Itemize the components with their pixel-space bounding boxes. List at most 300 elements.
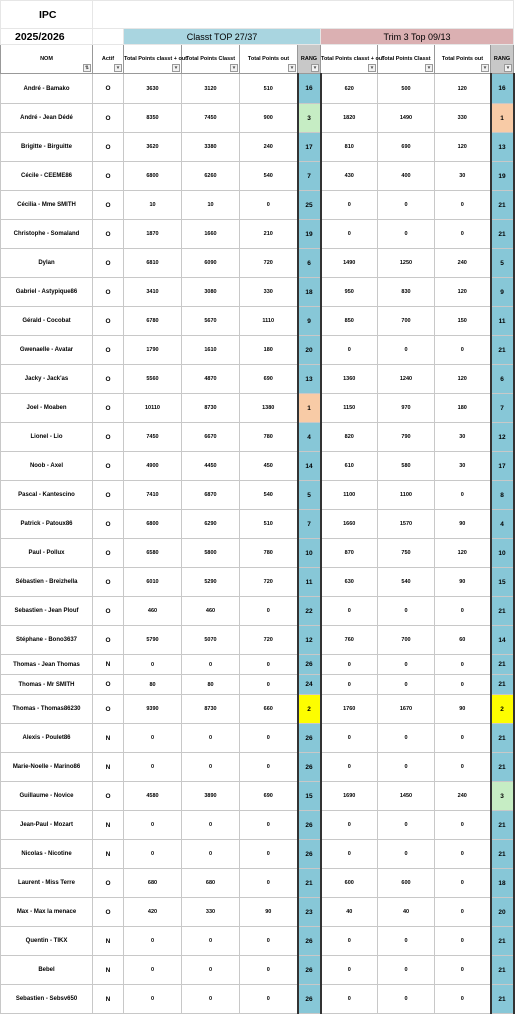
rank-cell[interactable]: 26 <box>298 753 321 782</box>
rank-cell[interactable]: 17 <box>298 133 321 162</box>
rank-cell[interactable]: 5 <box>298 481 321 510</box>
trim-total-out-cell[interactable]: 0 <box>435 898 491 927</box>
trim-total-classt-cell[interactable]: 1670 <box>378 695 435 724</box>
player-name-cell[interactable]: Gwenaelle - Avatar <box>1 336 93 365</box>
rank-cell[interactable]: 25 <box>298 191 321 220</box>
trim-total-classt-out-cell[interactable]: 0 <box>321 840 378 869</box>
player-name-cell[interactable]: Bebel <box>1 956 93 985</box>
active-flag-cell[interactable]: O <box>93 104 124 133</box>
dropdown-arrow-icon[interactable]: ▾ <box>481 64 489 72</box>
player-name-cell[interactable]: Gérald - Cocobat <box>1 307 93 336</box>
trim-total-classt-cell[interactable]: 970 <box>378 394 435 423</box>
trim-total-classt-cell[interactable]: 1450 <box>378 782 435 811</box>
active-flag-cell[interactable]: O <box>93 539 124 568</box>
trim-total-classt-out-cell[interactable]: 0 <box>321 336 378 365</box>
total-out-cell[interactable]: 0 <box>240 655 298 675</box>
rank-cell[interactable]: 2 <box>298 695 321 724</box>
trim-total-out-cell[interactable]: 120 <box>435 133 491 162</box>
total-classt-cell[interactable]: 6290 <box>182 510 240 539</box>
active-flag-cell[interactable]: O <box>93 74 124 104</box>
player-name-cell[interactable]: Lionel - Lio <box>1 423 93 452</box>
trim-total-classt-out-cell[interactable]: 600 <box>321 869 378 898</box>
trim-total-out-cell[interactable]: 90 <box>435 695 491 724</box>
total-classt-cell[interactable]: 80 <box>182 675 240 695</box>
trim-total-classt-cell[interactable]: 1490 <box>378 104 435 133</box>
trim-total-classt-out-cell[interactable]: 1660 <box>321 510 378 539</box>
trim-rank-cell[interactable]: 3 <box>491 782 514 811</box>
total-out-cell[interactable]: 690 <box>240 365 298 394</box>
trim-total-classt-out-cell[interactable]: 0 <box>321 191 378 220</box>
trim-rank-cell[interactable]: 9 <box>491 278 514 307</box>
trim-total-out-cell[interactable]: 0 <box>435 753 491 782</box>
trim-rank-cell[interactable]: 21 <box>491 724 514 753</box>
trim-total-classt-cell[interactable]: 0 <box>378 753 435 782</box>
trim-total-classt-out-cell[interactable]: 0 <box>321 927 378 956</box>
trim-total-out-cell[interactable]: 0 <box>435 336 491 365</box>
total-classt-cell[interactable]: 0 <box>182 927 240 956</box>
trim-total-classt-out-cell[interactable]: 870 <box>321 539 378 568</box>
trim-total-classt-cell[interactable]: 750 <box>378 539 435 568</box>
player-name-cell[interactable]: Sebastien - Jean Plouf <box>1 597 93 626</box>
active-flag-cell[interactable]: O <box>93 394 124 423</box>
rank-cell[interactable]: 18 <box>298 278 321 307</box>
total-classt-out-cell[interactable]: 3630 <box>124 74 182 104</box>
trim-total-classt-out-cell[interactable]: 1100 <box>321 481 378 510</box>
trim-rank-cell[interactable]: 17 <box>491 452 514 481</box>
trim-total-out-cell[interactable]: 30 <box>435 452 491 481</box>
trim-total-out-cell[interactable]: 90 <box>435 510 491 539</box>
active-flag-cell[interactable]: O <box>93 626 124 655</box>
dropdown-arrow-icon[interactable]: ▾ <box>504 64 512 72</box>
trim-rank-cell[interactable]: 21 <box>491 655 514 675</box>
trim-total-out-cell[interactable]: 90 <box>435 568 491 597</box>
dropdown-arrow-icon[interactable]: ▾ <box>425 64 433 72</box>
player-name-cell[interactable]: Christophe - Somaland <box>1 220 93 249</box>
active-flag-cell[interactable]: O <box>93 481 124 510</box>
rank-cell[interactable]: 13 <box>298 365 321 394</box>
total-classt-cell[interactable]: 5800 <box>182 539 240 568</box>
total-classt-out-cell[interactable]: 1870 <box>124 220 182 249</box>
player-name-cell[interactable]: Pascal - Kantescino <box>1 481 93 510</box>
trim-total-out-cell[interactable]: 0 <box>435 597 491 626</box>
rank-cell[interactable]: 26 <box>298 811 321 840</box>
total-classt-out-cell[interactable]: 6780 <box>124 307 182 336</box>
total-out-cell[interactable]: 690 <box>240 782 298 811</box>
total-out-cell[interactable]: 540 <box>240 162 298 191</box>
trim-total-classt-out-cell[interactable]: 0 <box>321 724 378 753</box>
total-out-cell[interactable]: 780 <box>240 423 298 452</box>
total-classt-cell[interactable]: 4450 <box>182 452 240 481</box>
total-classt-out-cell[interactable]: 460 <box>124 597 182 626</box>
player-name-cell[interactable]: Jean-Paul - Mozart <box>1 811 93 840</box>
active-flag-cell[interactable]: O <box>93 365 124 394</box>
trim-total-classt-cell[interactable]: 0 <box>378 724 435 753</box>
rank-cell[interactable]: 11 <box>298 568 321 597</box>
trim-total-classt-cell[interactable]: 830 <box>378 278 435 307</box>
active-flag-cell[interactable]: N <box>93 811 124 840</box>
active-flag-cell[interactable]: O <box>93 133 124 162</box>
rank-cell[interactable]: 26 <box>298 840 321 869</box>
total-classt-out-cell[interactable]: 0 <box>124 724 182 753</box>
player-name-cell[interactable]: Thomas - Jean Thomas <box>1 655 93 675</box>
active-flag-cell[interactable]: O <box>93 278 124 307</box>
trim-rank-cell[interactable]: 1 <box>491 104 514 133</box>
rank-cell[interactable]: 1 <box>298 394 321 423</box>
total-classt-out-cell[interactable]: 0 <box>124 753 182 782</box>
total-classt-out-cell[interactable]: 0 <box>124 956 182 985</box>
player-name-cell[interactable]: Stéphane - Bono3637 <box>1 626 93 655</box>
player-name-cell[interactable]: Laurent - Miss Terre <box>1 869 93 898</box>
player-name-cell[interactable]: Marie-Noelle - Marino86 <box>1 753 93 782</box>
active-flag-cell[interactable]: O <box>93 782 124 811</box>
rank-cell[interactable]: 19 <box>298 220 321 249</box>
total-classt-out-cell[interactable]: 9390 <box>124 695 182 724</box>
trim-total-out-cell[interactable]: 120 <box>435 278 491 307</box>
player-name-cell[interactable]: Jacky - Jack'as <box>1 365 93 394</box>
trim-total-out-cell[interactable]: 0 <box>435 927 491 956</box>
trim-total-classt-out-cell[interactable]: 0 <box>321 597 378 626</box>
total-out-cell[interactable]: 90 <box>240 898 298 927</box>
rank-cell[interactable]: 20 <box>298 336 321 365</box>
total-out-cell[interactable]: 0 <box>240 191 298 220</box>
trim-total-classt-out-cell[interactable]: 810 <box>321 133 378 162</box>
trim-total-classt-cell[interactable]: 0 <box>378 597 435 626</box>
total-classt-out-cell[interactable]: 7450 <box>124 423 182 452</box>
col-header-trim-rang[interactable]: RANG ▾ <box>491 45 514 74</box>
total-out-cell[interactable]: 450 <box>240 452 298 481</box>
total-classt-cell[interactable]: 4870 <box>182 365 240 394</box>
player-name-cell[interactable]: André - Jean Dédé <box>1 104 93 133</box>
trim-rank-cell[interactable]: 18 <box>491 869 514 898</box>
trim-total-out-cell[interactable]: 0 <box>435 869 491 898</box>
trim-total-out-cell[interactable]: 240 <box>435 782 491 811</box>
trim-rank-cell[interactable]: 19 <box>491 162 514 191</box>
total-out-cell[interactable]: 720 <box>240 568 298 597</box>
total-classt-cell[interactable]: 0 <box>182 840 240 869</box>
active-flag-cell[interactable]: N <box>93 840 124 869</box>
col-header-total-classt[interactable]: Total Points Classt ▾ <box>182 45 240 74</box>
trim-rank-cell[interactable]: 2 <box>491 695 514 724</box>
trim-rank-cell[interactable]: 13 <box>491 133 514 162</box>
trim-total-classt-out-cell[interactable]: 1360 <box>321 365 378 394</box>
rank-cell[interactable]: 21 <box>298 869 321 898</box>
trim-rank-cell[interactable]: 21 <box>491 840 514 869</box>
total-classt-out-cell[interactable]: 1790 <box>124 336 182 365</box>
rank-cell[interactable]: 7 <box>298 510 321 539</box>
rank-cell[interactable]: 3 <box>298 104 321 133</box>
trim-total-out-cell[interactable]: 0 <box>435 655 491 675</box>
sort-filter-icon[interactable]: ⇅ <box>84 65 90 71</box>
rank-cell[interactable]: 16 <box>298 74 321 104</box>
dropdown-arrow-icon[interactable]: ▾ <box>368 64 376 72</box>
total-classt-out-cell[interactable]: 680 <box>124 869 182 898</box>
active-flag-cell[interactable]: O <box>93 162 124 191</box>
trim-total-classt-cell[interactable]: 690 <box>378 133 435 162</box>
trim-total-classt-cell[interactable]: 0 <box>378 191 435 220</box>
active-flag-cell[interactable]: O <box>93 191 124 220</box>
total-out-cell[interactable]: 1380 <box>240 394 298 423</box>
active-flag-cell[interactable]: N <box>93 985 124 1014</box>
total-out-cell[interactable]: 540 <box>240 481 298 510</box>
trim-total-classt-out-cell[interactable]: 0 <box>321 956 378 985</box>
total-out-cell[interactable]: 0 <box>240 927 298 956</box>
trim-total-classt-cell[interactable]: 0 <box>378 675 435 695</box>
total-classt-out-cell[interactable]: 0 <box>124 655 182 675</box>
trim-rank-cell[interactable]: 4 <box>491 510 514 539</box>
trim-rank-cell[interactable]: 21 <box>491 597 514 626</box>
total-classt-cell[interactable]: 460 <box>182 597 240 626</box>
trim-total-classt-out-cell[interactable]: 610 <box>321 452 378 481</box>
total-out-cell[interactable]: 210 <box>240 220 298 249</box>
total-classt-cell[interactable]: 10 <box>182 191 240 220</box>
trim-total-classt-cell[interactable]: 700 <box>378 626 435 655</box>
trim-total-classt-cell[interactable]: 1570 <box>378 510 435 539</box>
col-header-nom[interactable]: NOM ⇅ <box>1 45 93 74</box>
total-out-cell[interactable]: 900 <box>240 104 298 133</box>
active-flag-cell[interactable]: O <box>93 869 124 898</box>
total-out-cell[interactable]: 0 <box>240 597 298 626</box>
trim-rank-cell[interactable]: 14 <box>491 626 514 655</box>
total-classt-cell[interactable]: 0 <box>182 724 240 753</box>
player-name-cell[interactable]: Cécilia - Mme SMITH <box>1 191 93 220</box>
dropdown-arrow-icon[interactable]: ▾ <box>311 64 319 72</box>
dropdown-arrow-icon[interactable]: ▾ <box>114 64 122 72</box>
trim-total-classt-out-cell[interactable]: 820 <box>321 423 378 452</box>
total-classt-cell[interactable]: 1660 <box>182 220 240 249</box>
total-classt-cell[interactable]: 330 <box>182 898 240 927</box>
trim-rank-cell[interactable]: 8 <box>491 481 514 510</box>
active-flag-cell[interactable]: N <box>93 956 124 985</box>
trim-rank-cell[interactable]: 21 <box>491 956 514 985</box>
trim-total-out-cell[interactable]: 0 <box>435 811 491 840</box>
total-classt-cell[interactable]: 6670 <box>182 423 240 452</box>
col-header-trim-total-out[interactable]: Total Points out ▾ <box>435 45 491 74</box>
total-classt-cell[interactable]: 6870 <box>182 481 240 510</box>
trim-total-classt-out-cell[interactable]: 620 <box>321 74 378 104</box>
rank-cell[interactable]: 26 <box>298 655 321 675</box>
col-header-trim-total-classt[interactable]: Total Points Classt ▾ <box>378 45 435 74</box>
total-classt-out-cell[interactable]: 6810 <box>124 249 182 278</box>
player-name-cell[interactable]: Patrick - Patoux86 <box>1 510 93 539</box>
total-classt-out-cell[interactable]: 8350 <box>124 104 182 133</box>
total-out-cell[interactable]: 720 <box>240 626 298 655</box>
rank-cell[interactable]: 6 <box>298 249 321 278</box>
total-classt-out-cell[interactable]: 6010 <box>124 568 182 597</box>
total-out-cell[interactable]: 720 <box>240 249 298 278</box>
total-classt-cell[interactable]: 680 <box>182 869 240 898</box>
total-out-cell[interactable]: 0 <box>240 724 298 753</box>
total-classt-out-cell[interactable]: 10110 <box>124 394 182 423</box>
total-out-cell[interactable]: 780 <box>240 539 298 568</box>
total-classt-out-cell[interactable]: 6800 <box>124 162 182 191</box>
player-name-cell[interactable]: Paul - Pollux <box>1 539 93 568</box>
rank-cell[interactable]: 14 <box>298 452 321 481</box>
total-out-cell[interactable]: 0 <box>240 985 298 1014</box>
total-classt-out-cell[interactable]: 0 <box>124 811 182 840</box>
total-classt-out-cell[interactable]: 0 <box>124 985 182 1014</box>
total-classt-cell[interactable]: 3890 <box>182 782 240 811</box>
player-name-cell[interactable]: Guillaume - Novice <box>1 782 93 811</box>
total-out-cell[interactable]: 510 <box>240 510 298 539</box>
total-classt-out-cell[interactable]: 0 <box>124 840 182 869</box>
active-flag-cell[interactable]: O <box>93 568 124 597</box>
total-out-cell[interactable]: 0 <box>240 840 298 869</box>
total-classt-cell[interactable]: 6090 <box>182 249 240 278</box>
total-out-cell[interactable]: 0 <box>240 811 298 840</box>
trim-rank-cell[interactable]: 20 <box>491 898 514 927</box>
trim-total-classt-out-cell[interactable]: 0 <box>321 985 378 1014</box>
trim-total-classt-cell[interactable]: 0 <box>378 956 435 985</box>
active-flag-cell[interactable]: N <box>93 753 124 782</box>
rank-cell[interactable]: 26 <box>298 985 321 1014</box>
dropdown-arrow-icon[interactable]: ▾ <box>172 64 180 72</box>
col-header-total-out[interactable]: Total Points out ▾ <box>240 45 298 74</box>
trim-rank-cell[interactable]: 21 <box>491 191 514 220</box>
trim-total-classt-out-cell[interactable]: 0 <box>321 220 378 249</box>
trim-total-out-cell[interactable]: 120 <box>435 365 491 394</box>
active-flag-cell[interactable]: N <box>93 927 124 956</box>
trim-rank-cell[interactable]: 15 <box>491 568 514 597</box>
total-out-cell[interactable]: 0 <box>240 956 298 985</box>
total-classt-out-cell[interactable]: 0 <box>124 927 182 956</box>
trim-total-out-cell[interactable]: 0 <box>435 675 491 695</box>
total-classt-out-cell[interactable]: 3410 <box>124 278 182 307</box>
trim-total-classt-cell[interactable]: 0 <box>378 220 435 249</box>
total-classt-out-cell[interactable]: 4900 <box>124 452 182 481</box>
trim-rank-cell[interactable]: 10 <box>491 539 514 568</box>
trim-total-classt-cell[interactable]: 0 <box>378 336 435 365</box>
trim-rank-cell[interactable]: 11 <box>491 307 514 336</box>
trim-total-out-cell[interactable]: 330 <box>435 104 491 133</box>
trim-total-out-cell[interactable]: 120 <box>435 74 491 104</box>
rank-cell[interactable]: 4 <box>298 423 321 452</box>
trim-rank-cell[interactable]: 21 <box>491 753 514 782</box>
rank-cell[interactable]: 26 <box>298 956 321 985</box>
total-classt-cell[interactable]: 3120 <box>182 74 240 104</box>
trim-total-classt-cell[interactable]: 790 <box>378 423 435 452</box>
trim-total-out-cell[interactable]: 0 <box>435 956 491 985</box>
trim-total-classt-cell[interactable]: 1100 <box>378 481 435 510</box>
trim-total-classt-out-cell[interactable]: 40 <box>321 898 378 927</box>
active-flag-cell[interactable]: O <box>93 452 124 481</box>
trim-rank-cell[interactable]: 7 <box>491 394 514 423</box>
col-header-total-classt-out[interactable]: Total Points classt + out ▾ <box>124 45 182 74</box>
rank-cell[interactable]: 22 <box>298 597 321 626</box>
player-name-cell[interactable]: Thomas - Mr SMITH <box>1 675 93 695</box>
active-flag-cell[interactable]: O <box>93 423 124 452</box>
total-classt-cell[interactable]: 5070 <box>182 626 240 655</box>
total-classt-cell[interactable]: 8730 <box>182 394 240 423</box>
total-classt-cell[interactable]: 0 <box>182 655 240 675</box>
total-classt-cell[interactable]: 3380 <box>182 133 240 162</box>
total-classt-cell[interactable]: 5290 <box>182 568 240 597</box>
active-flag-cell[interactable]: O <box>93 898 124 927</box>
active-flag-cell[interactable]: O <box>93 695 124 724</box>
rank-cell[interactable]: 26 <box>298 927 321 956</box>
trim-total-classt-cell[interactable]: 400 <box>378 162 435 191</box>
trim-total-out-cell[interactable]: 150 <box>435 307 491 336</box>
total-classt-out-cell[interactable]: 6580 <box>124 539 182 568</box>
active-flag-cell[interactable]: O <box>93 597 124 626</box>
trim-total-classt-cell[interactable]: 40 <box>378 898 435 927</box>
total-classt-cell[interactable]: 0 <box>182 956 240 985</box>
total-out-cell[interactable]: 510 <box>240 74 298 104</box>
col-header-rang[interactable]: RANG ▾ <box>298 45 321 74</box>
trim-total-out-cell[interactable]: 0 <box>435 220 491 249</box>
trim-total-out-cell[interactable]: 120 <box>435 539 491 568</box>
trim-total-classt-cell[interactable]: 580 <box>378 452 435 481</box>
trim-total-classt-cell[interactable]: 540 <box>378 568 435 597</box>
total-out-cell[interactable]: 180 <box>240 336 298 365</box>
player-name-cell[interactable]: Quentin - TIKX <box>1 927 93 956</box>
total-classt-cell[interactable]: 7450 <box>182 104 240 133</box>
player-name-cell[interactable]: Cécile - CEEME86 <box>1 162 93 191</box>
player-name-cell[interactable]: Sebastien - Sebsv650 <box>1 985 93 1014</box>
trim-total-classt-out-cell[interactable]: 0 <box>321 753 378 782</box>
total-out-cell[interactable]: 1110 <box>240 307 298 336</box>
col-header-trim-total-classt-out[interactable]: Total Points classt + out ▾ <box>321 45 378 74</box>
trim-total-classt-out-cell[interactable]: 1150 <box>321 394 378 423</box>
total-classt-out-cell[interactable]: 420 <box>124 898 182 927</box>
rank-cell[interactable]: 9 <box>298 307 321 336</box>
rank-cell[interactable]: 26 <box>298 724 321 753</box>
player-name-cell[interactable]: André - Bamako <box>1 74 93 104</box>
trim-total-classt-out-cell[interactable]: 630 <box>321 568 378 597</box>
rank-cell[interactable]: 23 <box>298 898 321 927</box>
total-out-cell[interactable]: 660 <box>240 695 298 724</box>
trim-total-classt-out-cell[interactable]: 0 <box>321 811 378 840</box>
total-classt-cell[interactable]: 1610 <box>182 336 240 365</box>
trim-total-classt-out-cell[interactable]: 0 <box>321 655 378 675</box>
total-out-cell[interactable]: 0 <box>240 869 298 898</box>
active-flag-cell[interactable]: O <box>93 249 124 278</box>
player-name-cell[interactable]: Gabriel - Astypique86 <box>1 278 93 307</box>
player-name-cell[interactable]: Sébastien - Breizhella <box>1 568 93 597</box>
active-flag-cell[interactable]: O <box>93 675 124 695</box>
total-classt-cell[interactable]: 5670 <box>182 307 240 336</box>
active-flag-cell[interactable]: N <box>93 724 124 753</box>
player-name-cell[interactable]: Alexis - Poulet86 <box>1 724 93 753</box>
trim-total-out-cell[interactable]: 30 <box>435 162 491 191</box>
trim-total-classt-cell[interactable]: 500 <box>378 74 435 104</box>
total-classt-cell[interactable]: 8730 <box>182 695 240 724</box>
trim-total-classt-out-cell[interactable]: 1760 <box>321 695 378 724</box>
rank-cell[interactable]: 24 <box>298 675 321 695</box>
active-flag-cell[interactable]: O <box>93 336 124 365</box>
total-classt-cell[interactable]: 6260 <box>182 162 240 191</box>
trim-total-out-cell[interactable]: 0 <box>435 840 491 869</box>
trim-rank-cell[interactable]: 21 <box>491 336 514 365</box>
total-classt-out-cell[interactable]: 6800 <box>124 510 182 539</box>
trim-total-out-cell[interactable]: 0 <box>435 481 491 510</box>
trim-total-out-cell[interactable]: 60 <box>435 626 491 655</box>
trim-total-out-cell[interactable]: 240 <box>435 249 491 278</box>
trim-total-classt-cell[interactable]: 0 <box>378 840 435 869</box>
trim-total-classt-cell[interactable]: 0 <box>378 985 435 1014</box>
trim-rank-cell[interactable]: 6 <box>491 365 514 394</box>
total-classt-cell[interactable]: 3080 <box>182 278 240 307</box>
trim-total-classt-cell[interactable]: 600 <box>378 869 435 898</box>
active-flag-cell[interactable]: O <box>93 307 124 336</box>
trim-rank-cell[interactable]: 21 <box>491 985 514 1014</box>
trim-total-classt-cell[interactable]: 700 <box>378 307 435 336</box>
trim-rank-cell[interactable]: 21 <box>491 220 514 249</box>
trim-total-classt-cell[interactable]: 1240 <box>378 365 435 394</box>
trim-total-classt-out-cell[interactable]: 850 <box>321 307 378 336</box>
total-classt-out-cell[interactable]: 5790 <box>124 626 182 655</box>
player-name-cell[interactable]: Dylan <box>1 249 93 278</box>
player-name-cell[interactable]: Thomas - Thomas86230 <box>1 695 93 724</box>
